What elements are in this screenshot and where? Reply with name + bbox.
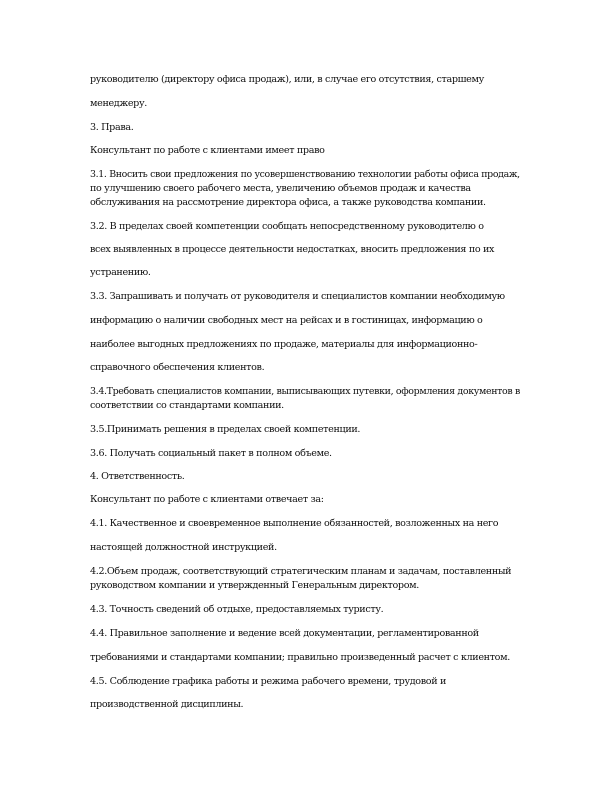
list-item-line: справочного обеспечения клиентов. [90, 362, 265, 373]
list-item-line: по улучшению своего рабочего места, увеличению объемов продаж и качества [90, 183, 471, 194]
text-line: руководителю (директору офиса продаж), или, в случае его отсутствия, старшему [90, 74, 484, 85]
list-item-line: всех выявленных в процессе деятельности недостатках, вносить предложения по их [90, 244, 495, 255]
list-item-line: требованиями и стандартами компании; правильно произведенный расчет с клиентом. [90, 652, 510, 663]
section-heading: 4. Ответственность. [90, 471, 185, 482]
section-heading: 3. Права. [90, 122, 134, 133]
list-item-line: 3.2. В пределах своей компетенции сообщать непосредственному руководителю о [90, 221, 484, 232]
list-item-line: руководством компании и утвержденный Генеральным директором. [90, 580, 419, 591]
list-item-line: обслуживания на рассмотрение директора офиса, а также руководства компании. [90, 197, 486, 208]
list-item-line: 3.1. Вносить свои предложения по усовершенствованию технологии работы офиса продаж, [90, 169, 520, 180]
list-item-line: производственной дисциплины. [90, 699, 244, 710]
list-item-line: 3.3. Запрашивать и получать от руководителя и специалистов компании необходимую [90, 291, 505, 302]
list-item-line: соответствии со стандартами компании. [90, 400, 284, 411]
list-item-line: 4.5. Соблюдение графика работы и режима рабочего времени, трудовой и [90, 676, 446, 687]
text-line: менеджеру. [90, 98, 147, 109]
list-item-line: 3.6. Получать социальный пакет в полном объеме. [90, 448, 332, 459]
list-item-line: наиболее выгодных предложениях по продаже, материалы для информационно- [90, 339, 478, 350]
list-item-line: 4.2.Объем продаж, соответствующий стратегическим планам и задачам, поставленный [90, 566, 512, 577]
list-item-line: настоящей должностной инструкцией. [90, 542, 277, 553]
list-item-line: 3.5.Принимать решения в пределах своей компетенции. [90, 424, 361, 435]
text-line: Консультант по работе с клиентами отвечает за: [90, 494, 324, 505]
list-item-line: 4.4. Правильное заполнение и ведение всей документации, регламентированной [90, 628, 479, 639]
text-line: Консультант по работе с клиентами имеет право [90, 145, 325, 156]
list-item-line: устранению. [90, 267, 151, 278]
list-item-line: информацию о наличии свободных мест на рейсах и в гостиницах, информацию о [90, 315, 483, 326]
list-item-line: 4.3. Точность сведений об отдыхе, предоставляемых туристу. [90, 604, 384, 615]
list-item-line: 4.1. Качественное и своевременное выполнение обязанностей, возложенных на него [90, 518, 499, 529]
list-item-line: 3.4.Требовать специалистов компании, выписывающих путевки, оформления документов в [90, 386, 520, 397]
